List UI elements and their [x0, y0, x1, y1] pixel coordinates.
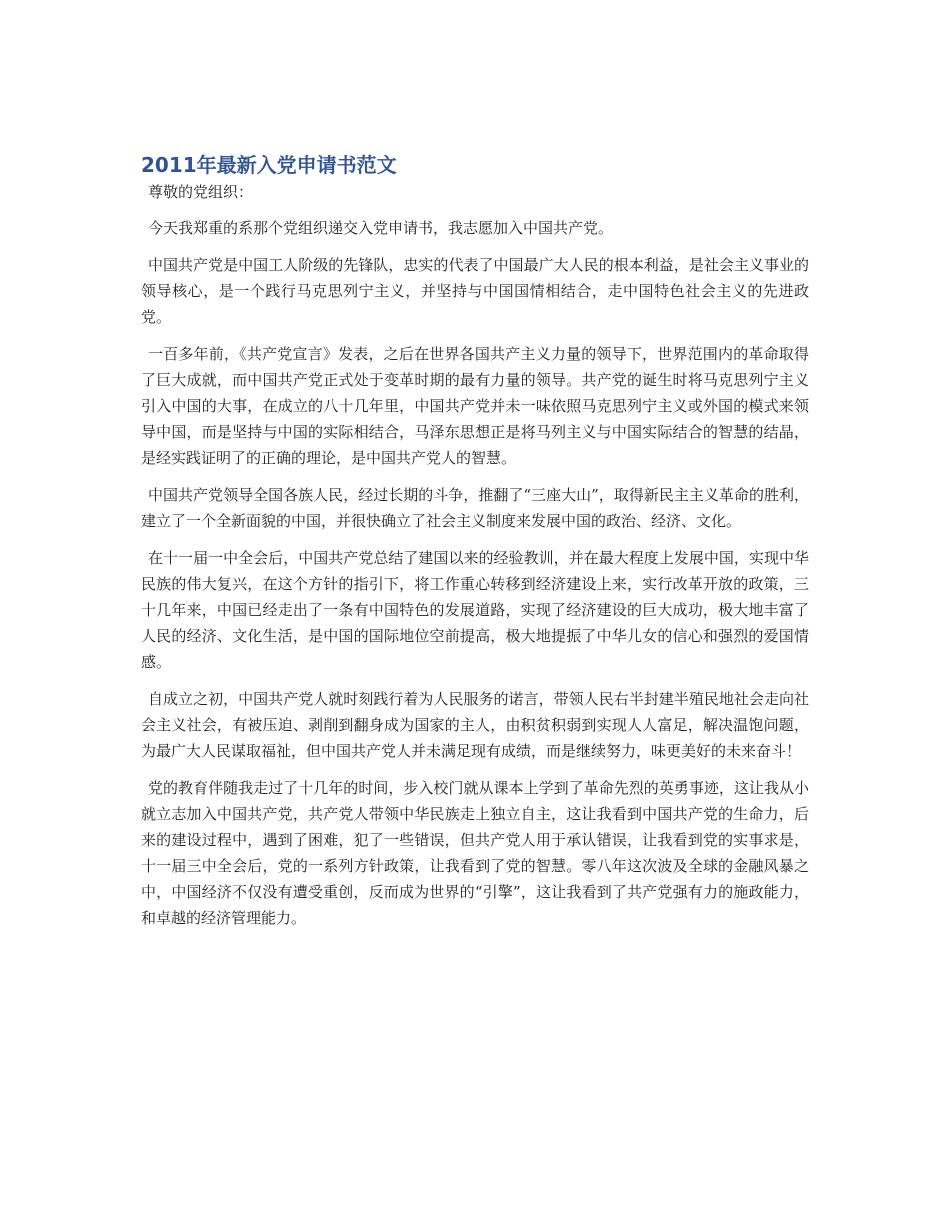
paragraph-2: 中国共产党是中国工人阶级的先锋队，忠实的代表了中国最广大人民的根本利益，是社会主义事业的领导核心，是一个践行马克思列宁主义，并坚持与中国国情相结合，走中国特色社会主义的先进政党。 — [141, 256, 809, 326]
paragraph-7: 党的教育伴随我走过了十几年的时间，步入校门就从课本上学到了革命先烈的英勇事迹，这让我从小就立志加入中国共产党，共产党人带领中华民族走上独立自主，这让我看到中国共产党的生命力，后来的建设过程中，遇到了困难，犯了一些错误，但共产党人用于承认错误，让我看到党的实事求是，十一届三中全会后，党的一系列方针政策，让我看到了党的智慧。零八年这次波及全球的金融风暴之中，中国经济不仅没有遭受重创，反而成为世界的“引擎”，这让我看到了共产党强有力的施政能力，和卓越的经济管理能力。 — [141, 779, 809, 927]
paragraph-1: 今天我郑重的系那个党组织递交入党申请书，我志愿加入中国共产党。 — [148, 219, 614, 237]
document-page — [141, 152, 809, 942]
salutation: 尊敬的党组织： — [148, 183, 254, 201]
paragraph-4: 中国共产党领导全国各族人民，经过长期的斗争，推翻了“三座大山”，取得新民主主义革命的胜利，建立了一个全新面貌的中国，并很快确立了社会主义制度来发展中国的政治、经济、文化。 — [141, 486, 809, 530]
paragraph-5: 在十一届一中全会后，中国共产党总结了建国以来的经验教训，并在最大程度上发展中国，实现中华民族的伟大复兴，在这个方针的指引下，将工作重心转移到经济建设上来，实行改革开放的政策，三十几年来，中国已经走出了一条有中国特色的发展道路，实现了经济建设的巨大成功，极大地丰富了人民的经济、文化生活，是中国的国际地位空前提高，极大地提振了中华儿女的信心和强烈的爱国情感。 — [141, 549, 809, 671]
paragraph-6: 自成立之初，中国共产党人就时刻践行着为人民服务的诺言，带领人民右半封建半殖民地社会走向社会主义社会，有被压迫、剥削到翻身成为国家的主人，由积贫积弱到实现人人富足，解决温饱问题，为最广大人民谋取福祉，但中国共产党人并未满足现有成绩，而是继续努力，味更美好的未来奋斗！ — [141, 690, 809, 760]
paragraph-3: 一百多年前，《共产党宣言》发表，之后在世界各国共产主义力量的领导下，世界范围内的革命取得了巨大成就，而中国共产党正式处于变革时期的最有力量的领导。共产党的诞生时将马克思列宁主义引入中国的大事，在成立的八十几年里，中国共产党并未一味依照马克思列宁主义或外国的模式来领导中国，而是坚持与中国的实际相结合，马泽东思想正是将马列主义与中国实际结合的智慧的结晶，是经实践证明了的正确的理论，是中国共产党人的智慧。 — [141, 345, 809, 467]
document-title: 2011年最新入党申请书范文 — [141, 153, 397, 177]
